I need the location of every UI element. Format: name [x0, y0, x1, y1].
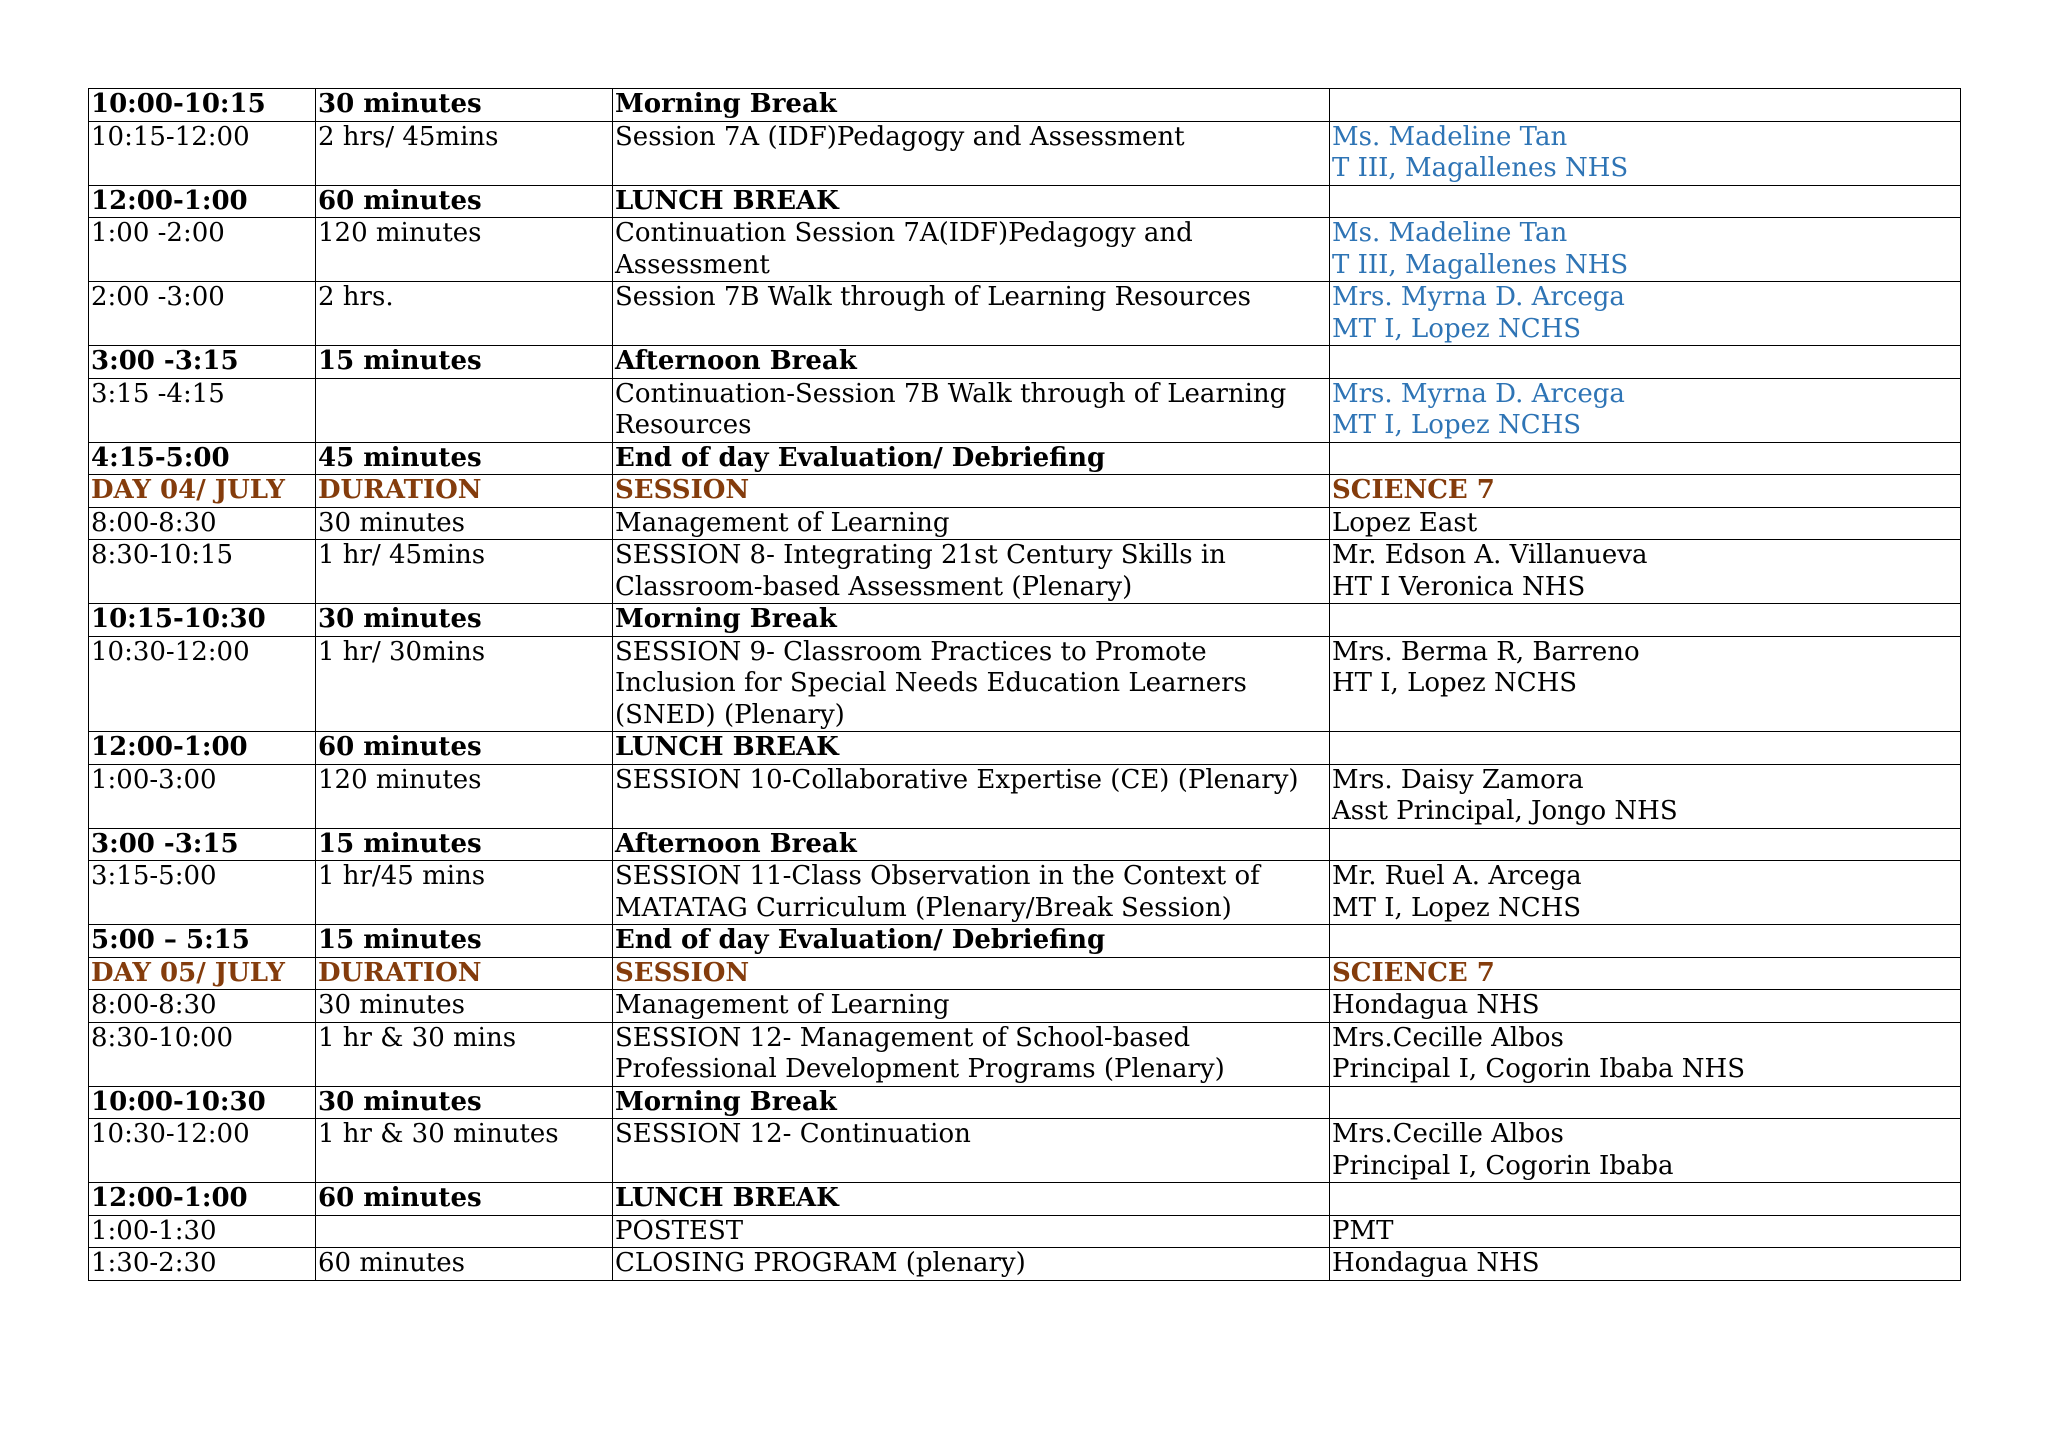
duration-cell	[316, 378, 613, 442]
session-cell	[613, 1215, 1330, 1248]
session-line: SESSION 11-Class Observation in the Context of	[615, 861, 1260, 891]
session-line: Classroom-based Assessment (Plenary)	[615, 571, 1133, 602]
resource-speaker-line: Mrs.Cecille Albos	[1332, 1022, 1564, 1053]
table-row	[89, 1119, 1961, 1183]
resource-speaker-cell	[1330, 604, 1961, 637]
resource-speaker-line: Hondagua NHS	[1332, 1248, 1540, 1278]
resource-speaker-cell	[1330, 925, 1961, 958]
table-row	[89, 636, 1961, 732]
time-cell: 1:00 -2:00	[89, 218, 316, 282]
session-cell	[613, 764, 1330, 828]
session-line: Afternoon Break	[615, 346, 857, 376]
resource-speaker-cell	[1330, 1022, 1961, 1086]
resource-speaker-cell	[1330, 282, 1961, 346]
break-row	[89, 1183, 1961, 1216]
session-cell	[613, 925, 1330, 958]
time-cell: DAY 04/ JULY	[89, 475, 316, 508]
resource-speaker-cell	[1330, 957, 1961, 990]
resource-speaker-line: Hondagua NHS	[1332, 990, 1540, 1020]
duration-cell: 1 hr/ 45mins	[316, 540, 613, 604]
session-line: SESSION 8- Integrating 21st Century Skills in	[615, 540, 1226, 570]
time-cell: 12:00-1:00	[89, 1183, 316, 1216]
resource-speaker-line: Ms. Madeline Tan	[1332, 121, 1568, 152]
session-cell	[613, 828, 1330, 861]
resource-speaker-cell	[1330, 442, 1961, 475]
time-cell: 10:15-12:00	[89, 121, 316, 185]
session-cell	[613, 636, 1330, 732]
duration-cell: 30 minutes	[316, 604, 613, 637]
resource-speaker-cell	[1330, 475, 1961, 508]
resource-speaker-line: Asst Principal, Jongo NHS	[1332, 796, 1678, 826]
session-line: SESSION	[615, 957, 750, 988]
session-cell	[613, 218, 1330, 282]
duration-cell: 30 minutes	[316, 507, 613, 540]
session-cell	[613, 1022, 1330, 1086]
session-cell	[613, 604, 1330, 637]
table-row	[89, 218, 1961, 282]
time-cell: 8:00-8:30	[89, 990, 316, 1023]
duration-cell: 2 hrs/ 45mins	[316, 121, 613, 185]
table-row	[89, 121, 1961, 185]
session-line: SESSION 12- Management of School-based	[615, 1022, 1191, 1053]
resource-speaker-line: MT I, Lopez NCHS	[1332, 313, 1582, 344]
session-line: POSTEST	[615, 1215, 744, 1246]
day-header-row	[89, 475, 1961, 508]
session-cell	[613, 732, 1330, 765]
table-row	[89, 861, 1961, 925]
duration-cell: 60 minutes	[316, 1183, 613, 1216]
duration-cell: 15 minutes	[316, 346, 613, 379]
time-cell: DAY 05/ JULY	[89, 957, 316, 990]
time-cell: 1:00-1:30	[89, 1215, 316, 1248]
break-row	[89, 89, 1961, 122]
session-line: Resources	[615, 410, 752, 440]
session-line: Inclusion for Special Needs Education Learners	[615, 668, 1247, 698]
session-line: Morning Break	[615, 1086, 837, 1117]
time-cell: 3:00 -3:15	[89, 828, 316, 861]
duration-cell	[316, 1215, 613, 1248]
session-line: Session 7B Walk through of Learning Resources	[615, 282, 1252, 312]
session-line: Morning Break	[615, 89, 837, 119]
resource-speaker-line: PMT	[1332, 1215, 1394, 1246]
resource-speaker-line: Mrs. Myrna D. Arcega	[1332, 378, 1625, 409]
time-cell: 5:00 – 5:15	[89, 925, 316, 958]
time-cell: 1:00-3:00	[89, 764, 316, 828]
duration-cell: 1 hr & 30 minutes	[316, 1119, 613, 1183]
resource-speaker-line: Mrs. Myrna D. Arcega	[1332, 282, 1625, 312]
resource-speaker-cell	[1330, 540, 1961, 604]
session-line: Management of Learning	[615, 507, 950, 538]
resource-speaker-line: HT I Veronica NHS	[1332, 571, 1586, 602]
session-line: End of day Evaluation/ Debriefing	[615, 925, 1106, 955]
resource-speaker-cell	[1330, 1183, 1961, 1216]
session-cell	[613, 507, 1330, 540]
session-line: SESSION 10-Collaborative Expertise (CE) (Plenary)	[615, 764, 1299, 795]
table-row	[89, 282, 1961, 346]
resource-speaker-line: Ms. Madeline Tan	[1332, 218, 1568, 248]
session-line: LUNCH BREAK	[615, 732, 839, 762]
duration-cell: 60 minutes	[316, 732, 613, 765]
resource-speaker-line: HT I, Lopez NCHS	[1332, 668, 1578, 698]
break-row	[89, 346, 1961, 379]
table-row	[89, 764, 1961, 828]
session-cell	[613, 121, 1330, 185]
resource-speaker-cell	[1330, 1119, 1961, 1183]
resource-speaker-cell	[1330, 732, 1961, 765]
session-line: CLOSING PROGRAM (plenary)	[615, 1248, 1026, 1278]
session-line: Continuation-Session 7B Walk through of Learning	[615, 378, 1287, 409]
session-cell	[613, 346, 1330, 379]
duration-cell: 2 hrs.	[316, 282, 613, 346]
session-cell	[613, 282, 1330, 346]
time-cell: 3:00 -3:15	[89, 346, 316, 379]
resource-speaker-cell	[1330, 507, 1961, 540]
resource-speaker-line: MT I, Lopez NCHS	[1332, 410, 1582, 440]
resource-speaker-cell	[1330, 346, 1961, 379]
resource-speaker-line: MT I, Lopez NCHS	[1332, 892, 1582, 923]
duration-cell: 15 minutes	[316, 925, 613, 958]
session-line: LUNCH BREAK	[615, 1183, 839, 1213]
session-cell	[613, 378, 1330, 442]
resource-speaker-line: T III, Magallenes NHS	[1332, 249, 1629, 280]
duration-cell: 120 minutes	[316, 764, 613, 828]
table-row	[89, 1022, 1961, 1086]
resource-speaker-line: Mr. Ruel A. Arcega	[1332, 861, 1582, 891]
break-row	[89, 925, 1961, 958]
resource-speaker-cell	[1330, 1248, 1961, 1281]
session-line: Session 7A (IDF)Pedagogy and Assessment	[615, 121, 1185, 152]
table-row	[89, 1248, 1961, 1281]
session-cell	[613, 540, 1330, 604]
resource-speaker-cell	[1330, 218, 1961, 282]
resource-speaker-line: Mrs.Cecille Albos	[1332, 1119, 1564, 1149]
session-line: End of day Evaluation/ Debriefing	[615, 442, 1106, 473]
table-row	[89, 507, 1961, 540]
duration-cell: 15 minutes	[316, 828, 613, 861]
session-line: LUNCH BREAK	[615, 185, 839, 216]
time-cell: 3:15 -4:15	[89, 378, 316, 442]
day-header-row	[89, 957, 1961, 990]
break-row	[89, 1086, 1961, 1119]
time-cell: 10:00-10:30	[89, 1086, 316, 1119]
session-cell	[613, 442, 1330, 475]
session-cell	[613, 185, 1330, 218]
table-row	[89, 990, 1961, 1023]
duration-cell: DURATION	[316, 475, 613, 508]
resource-speaker-cell	[1330, 636, 1961, 732]
session-line: SESSION 9- Classroom Practices to Promote	[615, 636, 1207, 667]
table-row	[89, 1215, 1961, 1248]
resource-speaker-line: Mrs. Berma R, Barreno	[1332, 636, 1640, 667]
session-cell	[613, 861, 1330, 925]
duration-cell: 30 minutes	[316, 990, 613, 1023]
break-row	[89, 828, 1961, 861]
session-line: MATATAG Curriculum (Plenary/Break Session)	[615, 892, 1232, 923]
schedule-table	[88, 88, 1961, 1281]
session-line: Professional Development Programs (Plenary)	[615, 1054, 1225, 1084]
resource-speaker-line: Mrs. Daisy Zamora	[1332, 764, 1584, 795]
session-cell	[613, 1119, 1330, 1183]
resource-speaker-line: Principal I, Cogorin Ibaba	[1332, 1150, 1674, 1181]
resource-speaker-line: Lopez East	[1332, 507, 1478, 538]
session-cell	[613, 475, 1330, 508]
time-cell: 1:30-2:30	[89, 1248, 316, 1281]
session-line: Afternoon Break	[615, 828, 857, 859]
duration-cell: 1 hr & 30 mins	[316, 1022, 613, 1086]
session-line: Assessment	[615, 249, 770, 280]
time-cell: 2:00 -3:00	[89, 282, 316, 346]
duration-cell: 1 hr/45 mins	[316, 861, 613, 925]
break-row	[89, 604, 1961, 637]
table-row	[89, 540, 1961, 604]
time-cell: 8:30-10:15	[89, 540, 316, 604]
time-cell: 10:30-12:00	[89, 1119, 316, 1183]
resource-speaker-cell	[1330, 89, 1961, 122]
time-cell: 10:30-12:00	[89, 636, 316, 732]
session-cell	[613, 1086, 1330, 1119]
session-cell	[613, 1248, 1330, 1281]
session-cell	[613, 89, 1330, 122]
session-line: Management of Learning	[615, 990, 950, 1020]
duration-cell: 30 minutes	[316, 1086, 613, 1119]
resource-speaker-cell	[1330, 828, 1961, 861]
time-cell: 8:00-8:30	[89, 507, 316, 540]
session-line: SESSION	[615, 475, 750, 505]
resource-speaker-cell	[1330, 990, 1961, 1023]
duration-cell: 120 minutes	[316, 218, 613, 282]
time-cell: 3:15-5:00	[89, 861, 316, 925]
time-cell: 4:15-5:00	[89, 442, 316, 475]
session-cell	[613, 957, 1330, 990]
session-line: Morning Break	[615, 604, 837, 634]
resource-speaker-cell	[1330, 764, 1961, 828]
session-line: Continuation Session 7A(IDF)Pedagogy and	[615, 218, 1193, 248]
resource-speaker-line: T III, Magallenes NHS	[1332, 153, 1629, 183]
document-page	[88, 88, 1960, 1281]
resource-speaker-line: Principal I, Cogorin Ibaba NHS	[1332, 1054, 1746, 1084]
time-cell: 12:00-1:00	[89, 732, 316, 765]
break-row	[89, 442, 1961, 475]
duration-cell: 60 minutes	[316, 1248, 613, 1281]
resource-speaker-line: SCIENCE 7	[1332, 957, 1495, 988]
schedule-body	[89, 89, 1961, 1281]
resource-speaker-cell	[1330, 121, 1961, 185]
resource-speaker-cell	[1330, 378, 1961, 442]
resource-speaker-line: Mr. Edson A. Villanueva	[1332, 540, 1648, 570]
duration-cell: 45 minutes	[316, 442, 613, 475]
duration-cell: DURATION	[316, 957, 613, 990]
resource-speaker-cell	[1330, 185, 1961, 218]
time-cell: 12:00-1:00	[89, 185, 316, 218]
table-row	[89, 378, 1961, 442]
break-row	[89, 185, 1961, 218]
time-cell: 10:00-10:15	[89, 89, 316, 122]
resource-speaker-cell	[1330, 1086, 1961, 1119]
time-cell: 8:30-10:00	[89, 1022, 316, 1086]
resource-speaker-line: SCIENCE 7	[1332, 475, 1495, 505]
session-cell	[613, 1183, 1330, 1216]
session-line: (SNED) (Plenary)	[615, 699, 845, 730]
session-line: SESSION 12- Continuation	[615, 1119, 971, 1149]
break-row	[89, 732, 1961, 765]
resource-speaker-cell	[1330, 861, 1961, 925]
session-cell	[613, 990, 1330, 1023]
duration-cell: 1 hr/ 30mins	[316, 636, 613, 732]
time-cell: 10:15-10:30	[89, 604, 316, 637]
resource-speaker-cell	[1330, 1215, 1961, 1248]
duration-cell: 30 minutes	[316, 89, 613, 122]
duration-cell: 60 minutes	[316, 185, 613, 218]
